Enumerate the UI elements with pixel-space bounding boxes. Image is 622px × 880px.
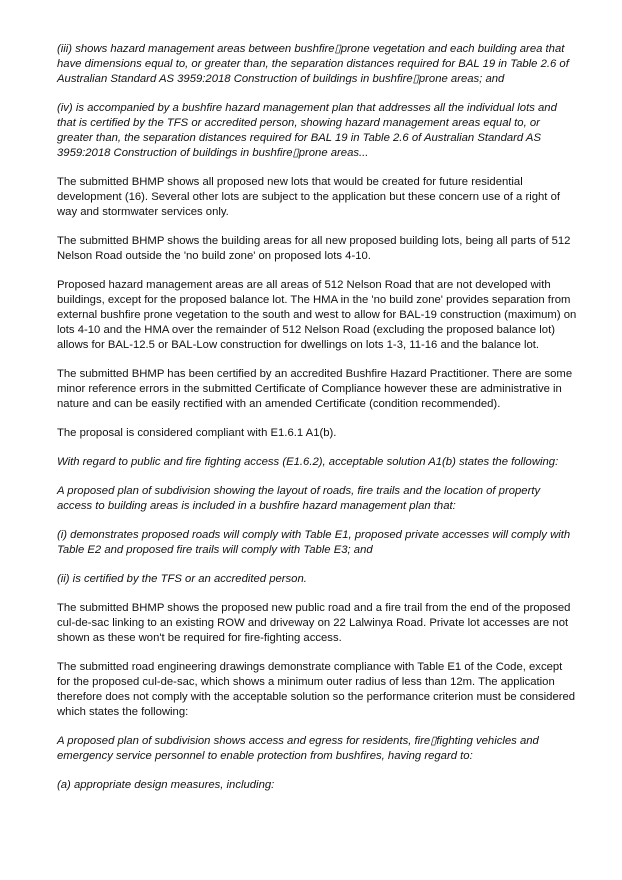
paragraph-13: The submitted road engineering drawings demonstrate compliance with Table E1 of the Code, except for the proposed cul-de-sac, which shows a minimum outer radius of less than 12m. The application therefore does not comply with the acceptable solution so the performance criterion must be considered which states the following: xyxy=(57,661,576,718)
paragraph-14: A proposed plan of subdivision shows access and egress for residents, fire▯fighting vehicles and emergency service personnel to enable protection from bushfires, having regard to: xyxy=(57,735,539,762)
paragraph-12: The submitted BHMP shows the proposed new public road and a fire trail from the end of the proposed cul-de-sac linking to an existing ROW and driveway on 22 Lalwinya Road. Private lot accesses are not shown as these won't be required for fire-fighting access. xyxy=(57,602,571,644)
paragraph-2: (iv) is accompanied by a bushfire hazard management plan that addresses all the individual lots and that is certified by the TFS or accredited person, showing hazard management areas equal to, or greater than, the separation distances required for BAL 19 in Table 2.6 of Australian Standard AS 3959:2018 Construction of buildings in bushfire▯prone areas... xyxy=(57,102,557,159)
paragraph-9: A proposed plan of subdivision showing the layout of roads, fire trails and the location of property access to building areas is included in a bushfire hazard management plan that: xyxy=(57,485,541,512)
document-page xyxy=(57,42,577,807)
paragraph-11: (ii) is certified by the TFS or an accredited person. xyxy=(57,573,307,585)
paragraph-6: The submitted BHMP has been certified by an accredited Bushfire Hazard Practitioner. There are some minor reference errors in the submitted Certificate of Compliance however these are administrative in nature and can be easily rectified with an amended Certificate (condition recommended). xyxy=(57,368,573,410)
paragraph-3: The submitted BHMP shows all proposed new lots that would be created for future residential development (16). Several other lots are subject to the application but these concern use of a right of way and stormwater services only. xyxy=(57,176,561,218)
paragraph-5: Proposed hazard management areas are all areas of 512 Nelson Road that are not developed with buildings, except for the proposed balance lot. The HMA in the 'no build zone' provides separation from external bushfire prone vegetation to the south and west to allow for BAL-19 construction (maximum) on lots 4-10 and the HMA over the remainder of 512 Nelson Road (excluding the proposed balance lot) allows for BAL-12.5 or BAL-Low construction for dwellings on lots 1-3, 11-16 and the balance lot. xyxy=(57,279,577,351)
paragraph-4: The submitted BHMP shows the building areas for all new proposed building lots, being all parts of 512 Nelson Road outside the 'no build zone' on proposed lots 4-10. xyxy=(57,235,571,262)
paragraph-8: With regard to public and fire fighting access (E1.6.2), acceptable solution A1(b) states the following: xyxy=(57,456,559,468)
paragraph-1: (iii) shows hazard management areas between bushfire▯prone vegetation and each building area that have dimensions equal to, or greater than, the separation distances required for BAL 19 in Table 2.6 of Australian Standard AS 3959:2018 Construction of buildings in bushfire▯prone areas; and xyxy=(57,43,569,85)
paragraph-7: The proposal is considered compliant with E1.6.1 A1(b). xyxy=(57,427,337,439)
paragraph-10: (i) demonstrates proposed roads will comply with Table E1, proposed private accesses will comply with Table E2 and proposed fire trails will comply with Table E3; and xyxy=(57,529,571,556)
paragraph-15: (a) appropriate design measures, including: xyxy=(57,779,275,791)
